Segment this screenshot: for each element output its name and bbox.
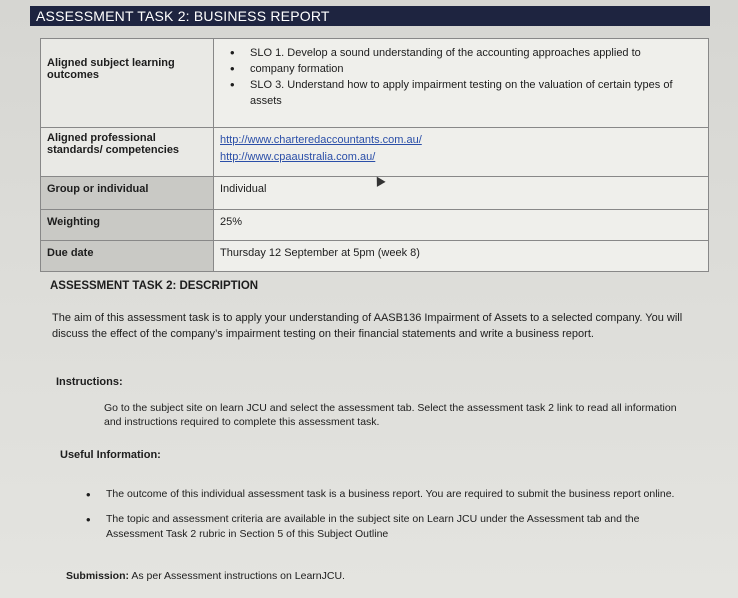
description-heading: ASSESSMENT TASK 2: DESCRIPTION <box>50 280 259 292</box>
submission-text: As per Assessment instructions on LearnJCU. <box>131 570 345 582</box>
table-row <box>41 210 709 241</box>
list-item: • The outcome of this individual assessment task is a business report. You are required to submit the business report online. <box>86 487 696 502</box>
list-item: • SLO 1. Develop a sound understanding of the accounting approaches applied to <box>250 45 702 61</box>
instructions-text: Go to the subject site on learn JCU and select the assessment tab. Select the assessment task 2 link to read all information and instructions required to complete this assessment task. <box>104 402 677 428</box>
table-row <box>41 241 709 272</box>
instructions-heading: Instructions: <box>56 376 123 388</box>
slo-value <box>214 39 709 128</box>
table-row <box>41 128 709 177</box>
standards-label: Aligned professional standards/ competencies <box>41 128 214 177</box>
task-info-table <box>40 38 709 272</box>
list-item: • SLO 3. Understand how to apply impairment testing on the valuation of certain types of assets <box>250 77 702 109</box>
link-chartered-accountants[interactable]: http://www.charteredaccountants.com.au/ <box>220 134 422 146</box>
group-value: Individual <box>214 177 709 210</box>
useful-info-list <box>86 487 696 552</box>
link-cpa-australia[interactable]: http://www.cpaaustralia.com.au/ <box>220 151 376 163</box>
table-row <box>41 39 709 128</box>
slo-list <box>220 45 702 109</box>
weighting-value: 25% <box>214 210 709 241</box>
slo-label: Aligned subject learning outcomes <box>41 39 214 128</box>
useful-info-heading: Useful Information: <box>60 449 161 461</box>
due-value: Thursday 12 September at 5pm (week 8) <box>214 241 709 272</box>
description-text: The aim of this assessment task is to apply your understanding of AASB136 Impairment of Assets to a selected company. You will discuss the effect of the company’s impairment testing on their financial statements and write a business report. <box>52 312 683 340</box>
submission-label: Submission: <box>66 570 130 582</box>
list-item: • company formation <box>250 61 702 77</box>
standards-value <box>214 128 709 177</box>
due-label: Due date <box>41 241 214 272</box>
weighting-label: Weighting <box>41 210 214 241</box>
group-label: Group or individual <box>41 177 214 210</box>
submission-line <box>66 570 345 582</box>
list-item: • The topic and assessment criteria are available in the subject site on Learn JCU under the Assessment tab and the Assessment Task 2 rubric in Section 5 of this Subject Outline <box>86 512 696 542</box>
page-title: ASSESSMENT TASK 2: BUSINESS REPORT <box>30 6 710 26</box>
